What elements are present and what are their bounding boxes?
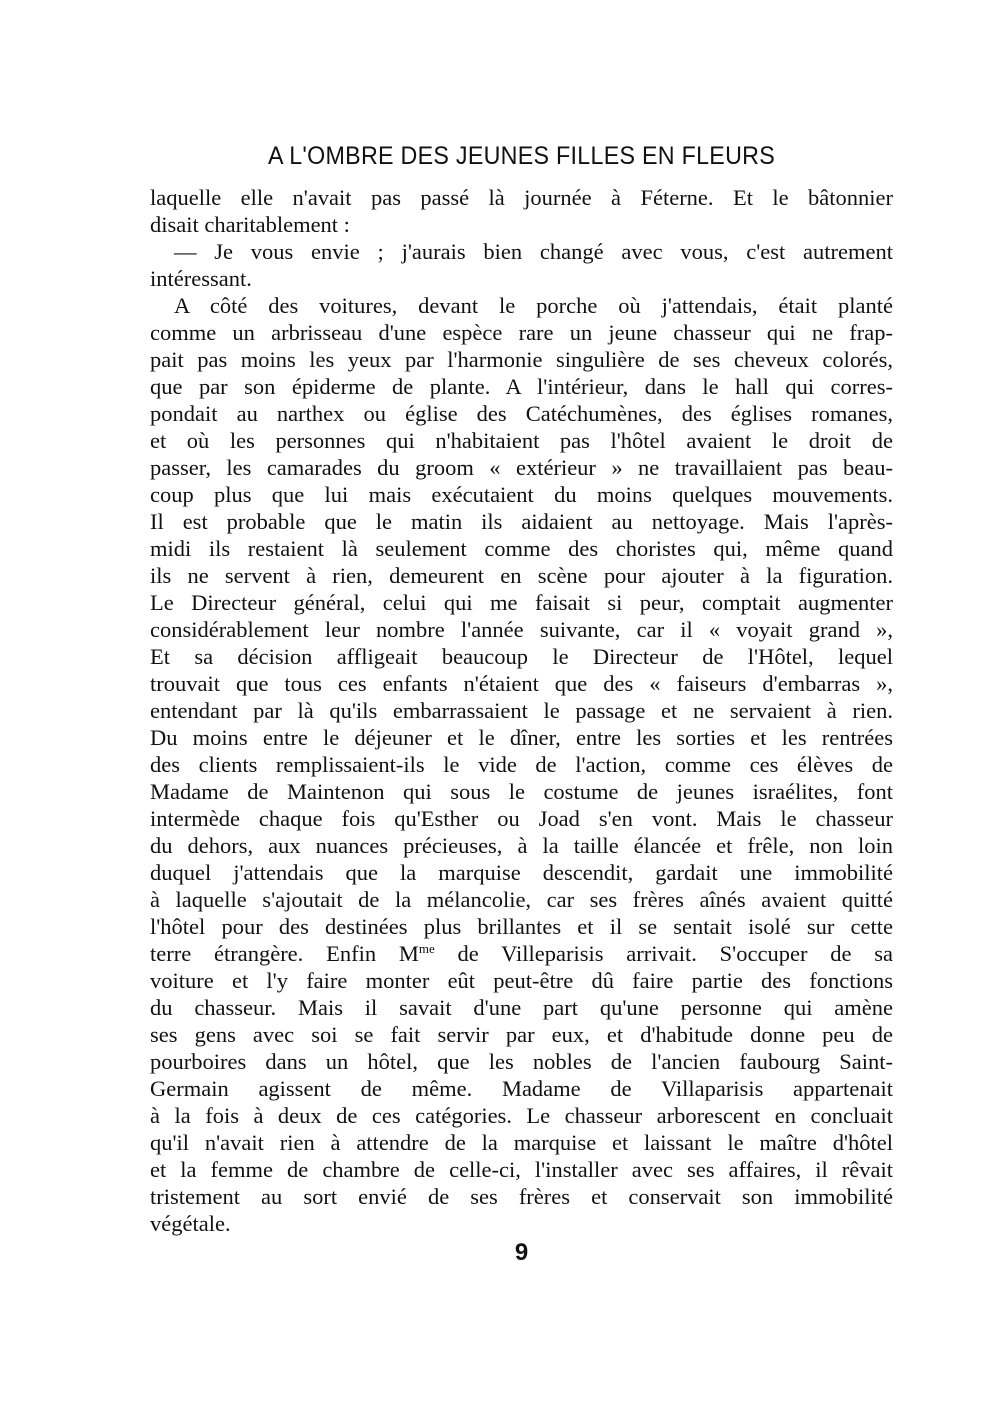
text-line <box>150 616 893 643</box>
line-text: terre étrangère. Enfin M <box>150 941 419 966</box>
text-line <box>150 1048 893 1075</box>
text-line <box>150 1075 893 1102</box>
line-text: intéressant. <box>150 266 252 291</box>
line-text: voiture et l'y faire monter eût peut-être dû faire partie des fonctions <box>150 968 893 993</box>
line-text: intermède chaque fois qu'Esther ou Joad s'en vont. Mais le chasseur <box>150 806 893 831</box>
text-line <box>150 724 893 751</box>
text-line <box>150 373 893 400</box>
text-line <box>150 454 893 481</box>
text-line <box>150 319 893 346</box>
line-text: midi ils restaient là seulement comme des choristes qui, même quand <box>150 536 893 561</box>
line-text: disait charitablement : <box>150 212 350 237</box>
page-number: 9 <box>514 1239 529 1266</box>
text-line <box>150 1102 893 1129</box>
text-line <box>150 832 893 859</box>
text-line <box>150 913 893 940</box>
line-text: A côté des voitures, devant le porche où j'attendais, était planté <box>174 293 893 318</box>
line-text: l'hôtel pour des destinées plus brillantes et il se sentait isolé sur cette <box>150 914 893 939</box>
text-line <box>150 1183 893 1210</box>
text-line <box>150 967 893 994</box>
line-text: des clients remplissaient-ils le vide de l'action, comme ces élèves de <box>150 752 893 777</box>
text-line <box>150 940 893 967</box>
text-line <box>150 535 893 562</box>
text-line <box>150 751 893 778</box>
line-text: — Je vous envie ; j'aurais bien changé avec vous, c'est autrement <box>174 239 893 264</box>
text-line <box>150 481 893 508</box>
line-text: tristement au sort envié de ses frères et conservait son immobilité <box>150 1184 893 1209</box>
text-line <box>150 589 893 616</box>
line-text: Du moins entre le déjeuner et le dîner, entre les sorties et les rentrées <box>150 725 893 750</box>
line-text: laquelle elle n'avait pas passé là journée à Féterne. Et le bâtonnier <box>150 185 893 210</box>
line-text: Et sa décision affligeait beaucoup le Directeur de l'Hôtel, lequel <box>150 644 893 669</box>
line-text: considérablement leur nombre l'année suivante, car il « voyait grand », <box>150 617 893 642</box>
text-line <box>150 292 893 319</box>
line-text: du chasseur. Mais il savait d'une part qu'une personne qui amène <box>150 995 893 1020</box>
text-line <box>150 643 893 670</box>
line-text: pondait au narthex ou église des Catéchumènes, des églises romanes, <box>150 401 893 426</box>
text-line <box>150 1210 893 1237</box>
line-text: que par son épiderme de plante. A l'intérieur, dans le hall qui corres- <box>150 374 893 399</box>
line-text: à laquelle s'ajoutait de la mélancolie, car ses frères aînés avaient quitté <box>150 887 893 912</box>
text-line <box>150 1156 893 1183</box>
line-text: ses gens avec soi se fait servir par eux, et d'habitude donne peu de <box>150 1022 893 1047</box>
line-text: du dehors, aux nuances précieuses, à la taille élancée et frêle, non loin <box>150 833 893 858</box>
text-line <box>150 778 893 805</box>
text-line <box>150 562 893 589</box>
text-line <box>150 427 893 454</box>
line-text: pourboires dans un hôtel, que les nobles de l'ancien faubourg Saint- <box>150 1049 893 1074</box>
line-text: Germain agissent de même. Madame de Villaparisis appartenait <box>150 1076 893 1101</box>
text-line <box>150 211 893 238</box>
line-text: ils ne servent à rien, demeurent en scène pour ajouter à la figuration. <box>150 563 893 588</box>
text-line <box>150 886 893 913</box>
text-line <box>150 238 893 265</box>
line-text: à la fois à deux de ces catégories. Le chasseur arborescent en concluait <box>150 1103 893 1128</box>
line-text: de Villeparisis arrivait. S'occuper de sa <box>434 941 893 966</box>
text-line <box>150 346 893 373</box>
text-line <box>150 184 893 211</box>
line-text: Madame de Maintenon qui sous le costume de jeunes israélites, font <box>150 779 893 804</box>
text-line <box>150 1021 893 1048</box>
line-text: passer, les camarades du groom « extérieur » ne travaillaient pas beau- <box>150 455 893 480</box>
line-text: trouvait que tous ces enfants n'étaient que des « faiseurs d'embarras », <box>150 671 893 696</box>
line-text: coup plus que lui mais exécutaient du moins quelques mouvements. <box>150 482 893 507</box>
line-text: qu'il n'avait rien à attendre de la marquise et laissant le maître d'hôtel <box>150 1130 893 1155</box>
text-line <box>150 508 893 535</box>
line-text: végétale. <box>150 1211 231 1236</box>
line-text: pait pas moins les yeux par l'harmonie singulière de ses cheveux colorés, <box>150 347 893 372</box>
line-text: entendant par là qu'ils embarrassaient le passage et ne servaient à rien. <box>150 698 893 723</box>
text-line <box>150 265 893 292</box>
line-text: comme un arbrisseau d'une espèce rare un jeune chasseur qui ne frap- <box>150 320 893 345</box>
line-text: et la femme de chambre de celle-ci, l'installer avec ses affaires, il rêvait <box>150 1157 893 1182</box>
running-head: A L'OMBRE DES JEUNES FILLES EN FLEURS <box>267 142 776 170</box>
text-line <box>150 859 893 886</box>
line-text: Il est probable que le matin ils aidaient au nettoyage. Mais l'après- <box>150 509 893 534</box>
text-line <box>150 1129 893 1156</box>
text-line <box>150 805 893 832</box>
text-line <box>150 400 893 427</box>
superscript-abbrev: me <box>418 941 435 956</box>
line-text: duquel j'attendais que la marquise descendit, gardait une immobilité <box>150 860 893 885</box>
text-line <box>150 670 893 697</box>
line-text: et où les personnes qui n'habitaient pas l'hôtel avaient le droit de <box>150 428 893 453</box>
text-line <box>150 994 893 1021</box>
text-line <box>150 697 893 724</box>
line-text: Le Directeur général, celui qui me faisait si peur, comptait augmenter <box>150 590 893 615</box>
body-text <box>150 184 893 1237</box>
